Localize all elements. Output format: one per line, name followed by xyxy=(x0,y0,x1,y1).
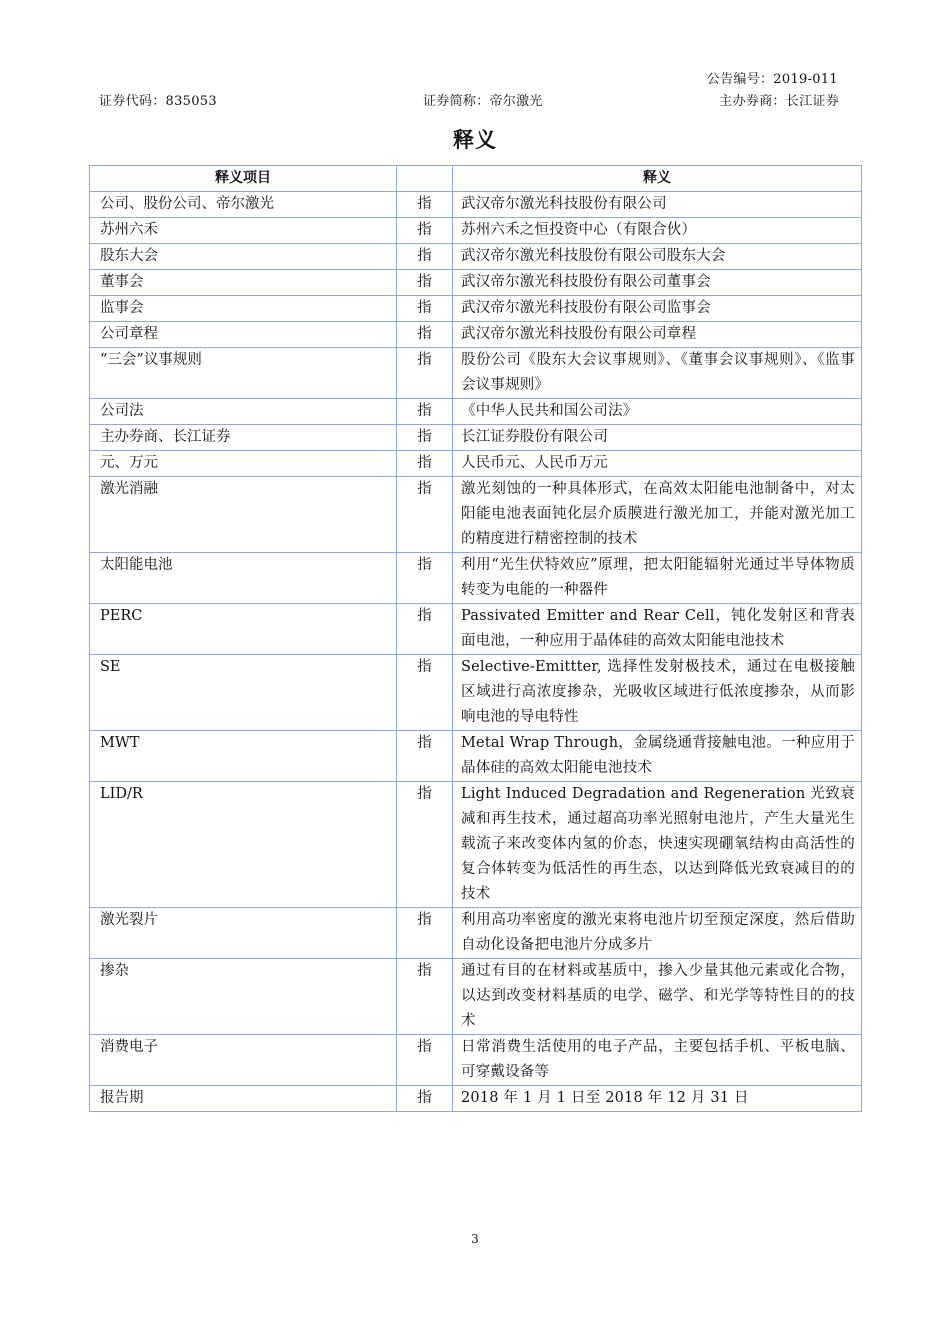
definition-cell: 通过有目的在材料或基质中，掺入少量其他元素或化合物，以达到改变材料基质的电学、磁学、和光学等特性目的的技术 xyxy=(453,959,862,1035)
relation-cell: 指 xyxy=(397,959,453,1035)
definition-cell: 武汉帝尔激光科技股份有限公司股东大会 xyxy=(453,244,862,270)
definition-cell: 利用“光生伏特效应”原理，把太阳能辐射光通过半导体物质转变为电能的一种器件 xyxy=(453,553,862,604)
table-row xyxy=(90,451,862,477)
relation-cell: 指 xyxy=(397,218,453,244)
term-cell: 公司章程 xyxy=(90,322,397,348)
definition-cell: 日常消费生活使用的电子产品，主要包括手机、平板电脑、可穿戴设备等 xyxy=(453,1035,862,1086)
term-cell: 主办券商、长江证券 xyxy=(90,425,397,451)
relation-cell: 指 xyxy=(397,192,453,218)
definition-cell: 武汉帝尔激光科技股份有限公司监事会 xyxy=(453,296,862,322)
relation-cell: 指 xyxy=(397,477,453,553)
table-row xyxy=(90,296,862,322)
term-cell: LID/R xyxy=(90,782,397,908)
page-number: 3 xyxy=(471,1232,479,1246)
table-row xyxy=(90,244,862,270)
table-row xyxy=(90,399,862,425)
table-row xyxy=(90,782,862,908)
definition-cell: 长江证券股份有限公司 xyxy=(453,425,862,451)
table-row xyxy=(90,553,862,604)
relation-cell: 指 xyxy=(397,244,453,270)
term-cell: “三会”议事规则 xyxy=(90,348,397,399)
header-term: 释义项目 xyxy=(90,166,397,192)
table-row xyxy=(90,1035,862,1086)
table-row xyxy=(90,731,862,782)
table-row xyxy=(90,604,862,655)
term-cell: 苏州六禾 xyxy=(90,218,397,244)
document-header xyxy=(99,90,839,110)
term-cell: MWT xyxy=(90,731,397,782)
definition-cell: Selective-Emittter, 选择性发射极技术，通过在电极接触区域进行高浓度掺杂，光吸收区域进行低浓度掺杂，从而影响电池的导电特性 xyxy=(453,655,862,731)
table-row xyxy=(90,425,862,451)
page-title: 释义 xyxy=(453,128,497,152)
term-cell: 董事会 xyxy=(90,270,397,296)
relation-cell: 指 xyxy=(397,1035,453,1086)
table-row xyxy=(90,218,862,244)
header-relation xyxy=(397,166,453,192)
definition-cell: 股份公司《股东大会议事规则》、《董事会议事规则》、《监事会议事规则》 xyxy=(453,348,862,399)
securities-short-name: 证券简称：帝尔激光 xyxy=(423,94,543,109)
term-cell: 股东大会 xyxy=(90,244,397,270)
definition-cell: 武汉帝尔激光科技股份有限公司董事会 xyxy=(453,270,862,296)
relation-cell: 指 xyxy=(397,296,453,322)
relation-cell: 指 xyxy=(397,604,453,655)
term-cell: 监事会 xyxy=(90,296,397,322)
definition-cell: 武汉帝尔激光科技股份有限公司 xyxy=(453,192,862,218)
table-row xyxy=(90,959,862,1035)
term-cell: PERC xyxy=(90,604,397,655)
relation-cell: 指 xyxy=(397,655,453,731)
relation-cell: 指 xyxy=(397,782,453,908)
definition-cell: 2018 年 1 月 1 日至 2018 年 12 月 31 日 xyxy=(453,1086,862,1112)
relation-cell: 指 xyxy=(397,425,453,451)
term-cell: 激光裂片 xyxy=(90,908,397,959)
definitions-table xyxy=(89,165,862,1112)
table-row xyxy=(90,322,862,348)
definitions-body xyxy=(90,192,862,1112)
definition-cell: Metal Wrap Through，金属绕通背接触电池。一种应用于晶体硅的高效太阳能电池技术 xyxy=(453,731,862,782)
term-cell: 公司、股份公司、帝尔激光 xyxy=(90,192,397,218)
header-definition: 释义 xyxy=(453,166,862,192)
definition-cell: 利用高功率密度的激光束将电池片切至预定深度，然后借助自动化设备把电池片分成多片 xyxy=(453,908,862,959)
relation-cell: 指 xyxy=(397,908,453,959)
securities-code: 证券代码：835053 xyxy=(99,94,217,109)
term-cell: 太阳能电池 xyxy=(90,553,397,604)
relation-cell: 指 xyxy=(397,553,453,604)
term-cell: SE xyxy=(90,655,397,731)
term-cell: 激光消融 xyxy=(90,477,397,553)
definition-cell: Passivated Emitter and Rear Cell，钝化发射区和背表面电池，一种应用于晶体硅的高效太阳能电池技术 xyxy=(453,604,862,655)
definition-cell: 苏州六禾之恒投资中心（有限合伙） xyxy=(453,218,862,244)
table-row xyxy=(90,908,862,959)
term-cell: 报告期 xyxy=(90,1086,397,1112)
notice-number: 公告编号：2019-011 xyxy=(706,72,838,87)
table-row xyxy=(90,270,862,296)
definition-cell: Light Induced Degradation and Regeneration 光致衰减和再生技术，通过超高功率光照射电池片，产生大量光生载流子来改变体内氢的价态，快速实现硼氧结构由高活性的复合体转变为低活性的再生态，以达到降低光致衰减目的的技术 xyxy=(453,782,862,908)
definition-cell: 《中华人民共和国公司法》 xyxy=(453,399,862,425)
table-row xyxy=(90,477,862,553)
relation-cell: 指 xyxy=(397,399,453,425)
relation-cell: 指 xyxy=(397,731,453,782)
definition-cell: 激光刻蚀的一种具体形式，在高效太阳能电池制备中，对太阳能电池表面钝化层介质膜进行激光加工，并能对激光加工的精度进行精密控制的技术 xyxy=(453,477,862,553)
definition-cell: 人民币元、人民币万元 xyxy=(453,451,862,477)
lead-broker: 主办券商：长江证券 xyxy=(719,94,839,109)
table-row xyxy=(90,192,862,218)
table-row xyxy=(90,655,862,731)
definition-cell: 武汉帝尔激光科技股份有限公司章程 xyxy=(453,322,862,348)
relation-cell: 指 xyxy=(397,1086,453,1112)
relation-cell: 指 xyxy=(397,451,453,477)
relation-cell: 指 xyxy=(397,322,453,348)
term-cell: 消费电子 xyxy=(90,1035,397,1086)
relation-cell: 指 xyxy=(397,348,453,399)
table-header-row xyxy=(90,166,862,192)
term-cell: 元、万元 xyxy=(90,451,397,477)
table-row xyxy=(90,1086,862,1112)
table-row xyxy=(90,348,862,399)
term-cell: 公司法 xyxy=(90,399,397,425)
relation-cell: 指 xyxy=(397,270,453,296)
term-cell: 掺杂 xyxy=(90,959,397,1035)
